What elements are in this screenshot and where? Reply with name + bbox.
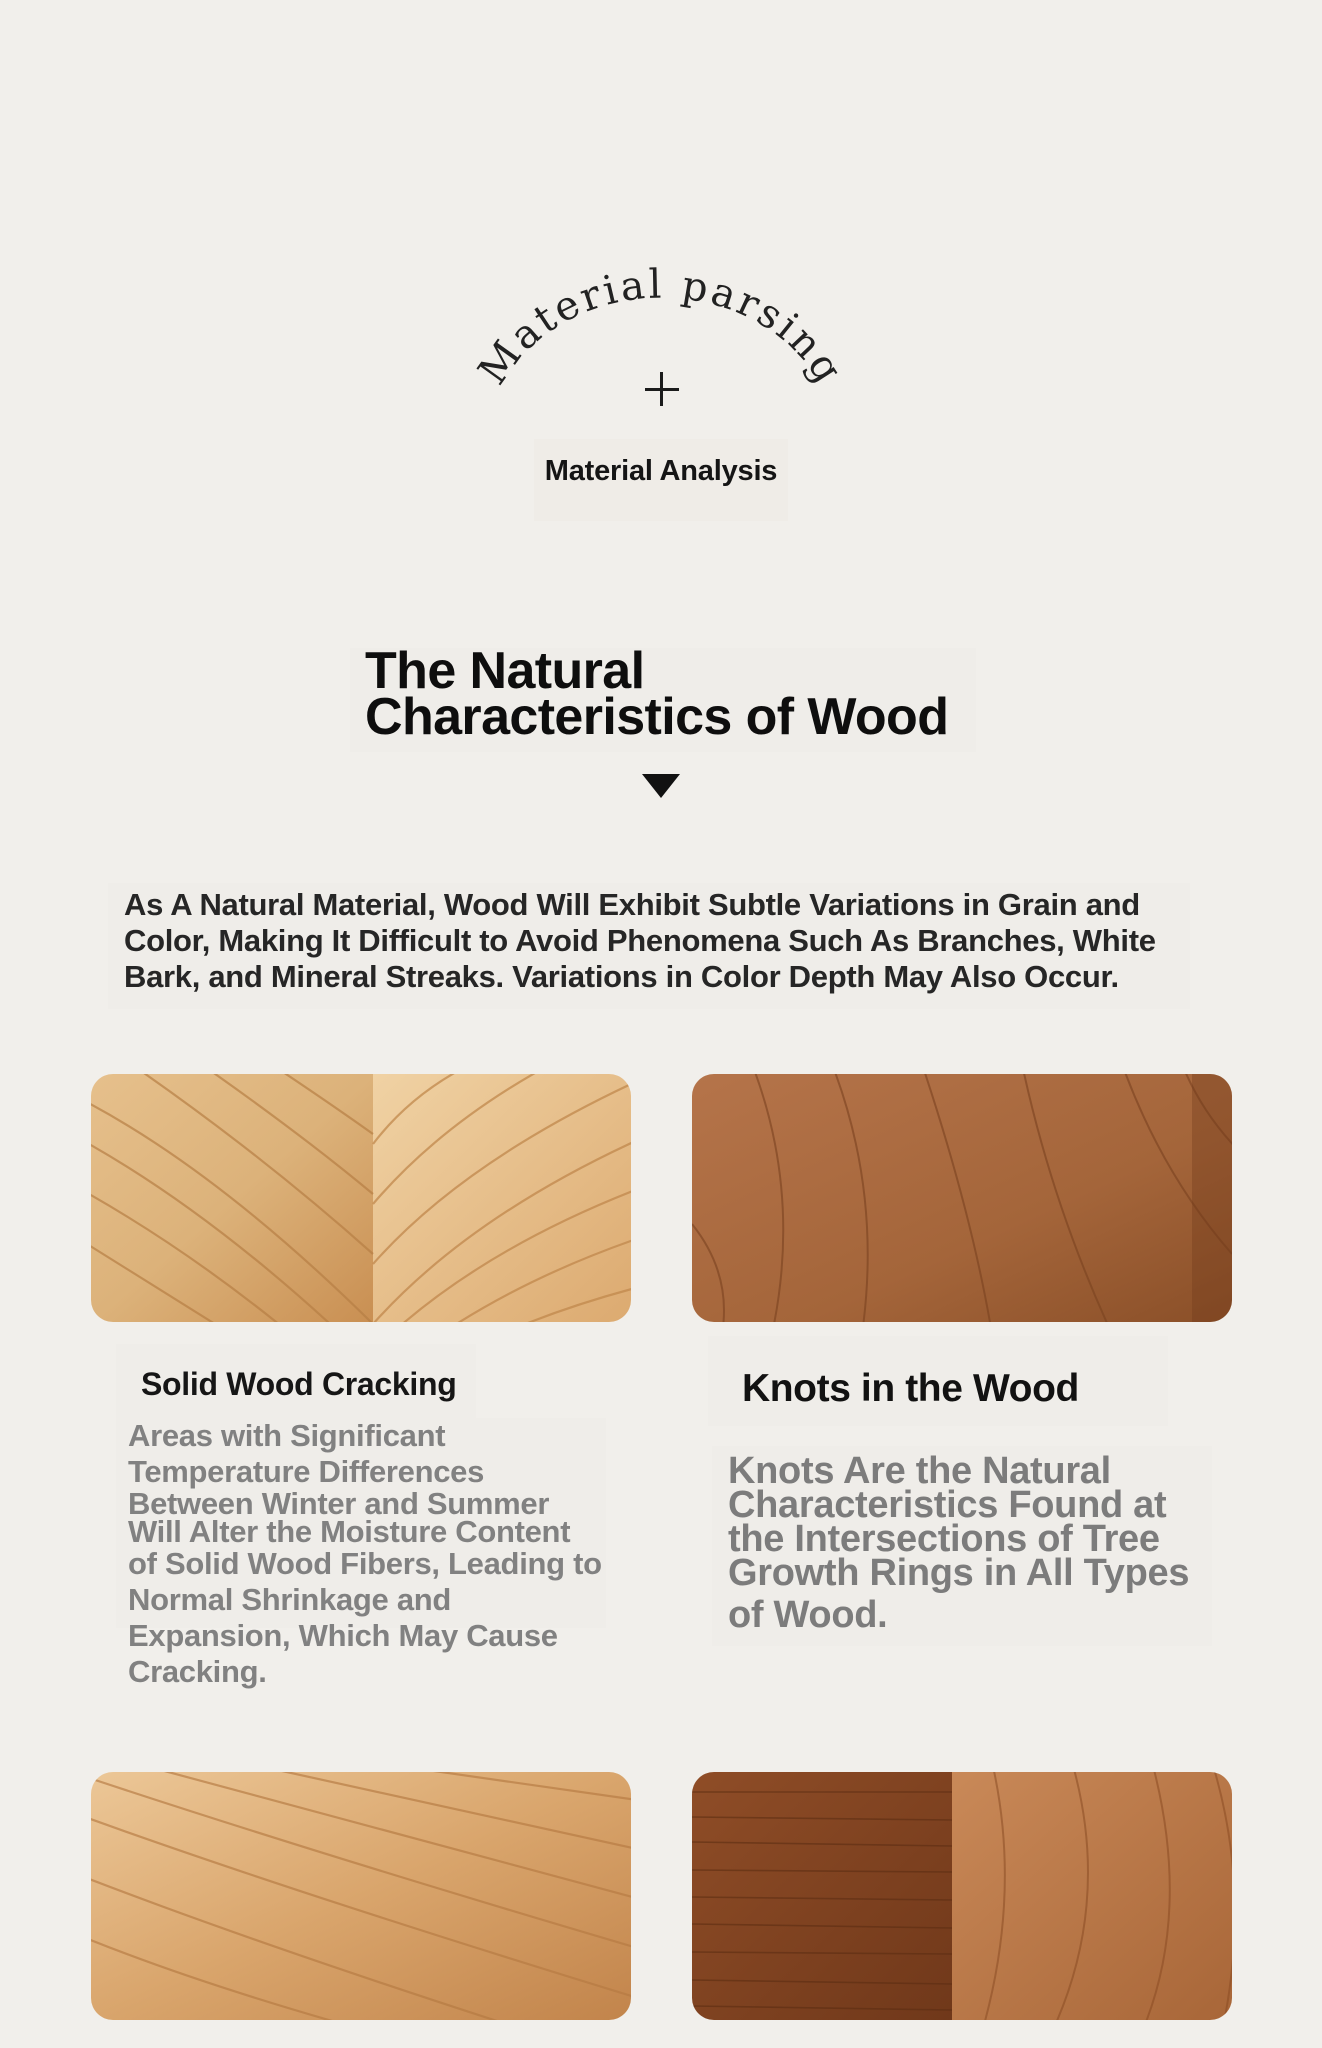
down-triangle-icon <box>642 774 680 798</box>
card-1-line: Cracking. <box>128 1654 267 1689</box>
card-title-solid-wood-cracking: Solid Wood Cracking <box>116 1344 476 1426</box>
material-analysis-subtitle: Material Analysis <box>534 439 788 521</box>
section-title-line-1: The Natural <box>365 642 645 700</box>
card-1-line: of Solid Wood Fibers, Leading to <box>128 1546 602 1581</box>
section-title-line-2: Characteristics of Wood <box>365 688 949 746</box>
card-2-line: of Wood. <box>728 1594 888 1636</box>
dark-wood-grain-image <box>692 1074 1232 1322</box>
card-1-line: Areas with Significant <box>128 1418 446 1453</box>
intro-paragraph <box>108 883 1190 1009</box>
card-1-line: Will Alter the Moisture Content <box>128 1514 571 1549</box>
card-2-line: the Intersections of Tree <box>728 1518 1160 1560</box>
arc-text: Material parsing <box>469 262 853 394</box>
card-2-line: Characteristics Found at <box>728 1484 1167 1526</box>
intro-line-3: Bark, and Mineral Streaks. Variations in Color Depth May Also Occur. <box>124 959 1119 994</box>
section-title-block <box>350 642 976 752</box>
light-wood-diagonal-image <box>91 1772 631 2020</box>
card-1-line: Expansion, Which May Cause <box>128 1618 558 1653</box>
card-1-line: Between Winter and Summer <box>128 1486 550 1521</box>
card-1-line: Normal Shrinkage and <box>128 1582 452 1617</box>
intro-line-2: Color, Making It Difficult to Avoid Phenomena Such As Branches, White <box>124 923 1156 958</box>
intro-line-1: As A Natural Material, Wood Will Exhibit Subtle Variations in Grain and <box>124 887 1140 922</box>
mixed-wood-image <box>692 1772 1232 2020</box>
card-text-solid-wood-cracking <box>116 1418 606 1698</box>
card-2-line: Knots Are the Natural <box>728 1450 1111 1492</box>
card-1-line: Temperature Differences <box>128 1454 485 1489</box>
card-text-knots-in-the-wood <box>712 1446 1212 1646</box>
card-title-knots-in-the-wood: Knots in the Wood <box>708 1336 1168 1426</box>
plus-icon <box>640 368 684 412</box>
card-2-line: Growth Rings in All Types <box>728 1552 1190 1594</box>
light-wood-chevron-image <box>91 1074 631 1322</box>
section-title <box>365 642 976 746</box>
